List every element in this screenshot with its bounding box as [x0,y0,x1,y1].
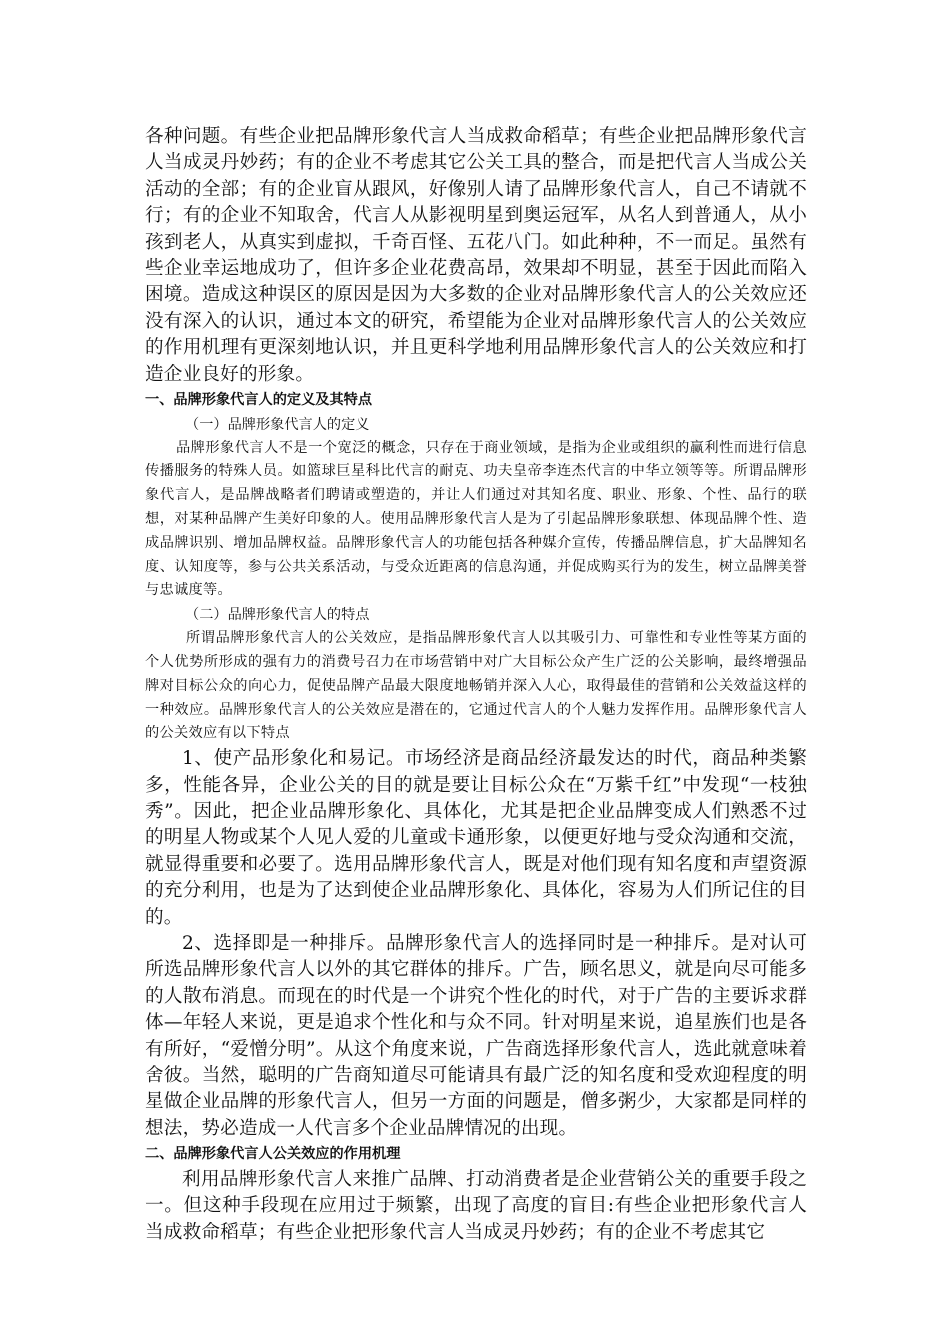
definition-paragraph: 品牌形象代言人不是一个宽泛的概念，只存在于商业领域，是指为企业或组织的赢利性而进行信息传播服务的特殊人员。如篮球巨星科比代言的耐克、功夫皇帝李连杰代言的中华立领等等。所谓品牌形象代言人，是品牌战略者们聘请或塑造的，并让人们通过对其知名度、职业、形象、个性、品行的联想，对某种品牌产生美好印象的人。使用品牌形象代言人是为了引起品牌形象联想、体现品牌个性、造成品牌识别、增加品牌权益。品牌形象代言人的功能包括各种媒介宣传，传播品牌信息，扩大品牌知名度、认知度等，参与公共关系活动，与受众近距离的信息沟通，并促成购买行为的发生，树立品牌美誉与忠诚度等。 [145,439,807,599]
document-page [145,124,807,1246]
point-1-paragraph: 1、使产品形象化和易记。市场经济是商品经济最发达的时代，商品种类繁多，性能各异，企业公关的目的就是要让目标公众在“万紫千红”中发现“一枝独秀”。因此，把企业品牌形象化、具体化，尤其是把企业品牌变成人们熟悉不过的明星人物或某个人见人爱的儿童或卡通形象，以便更好地与受众沟通和交流，就显得重要和必要了。选用品牌形象代言人，既是对他们现有知名度和声望资源的充分利用，也是为了达到使企业品牌形象化、具体化，容易为人们所记住的目的。 [145,748,807,928]
subsection-2-title: （二）品牌形象代言人的特点 [185,607,370,624]
section-1-heading: 一、品牌形象代言人的定义及其特点 [145,392,373,409]
point-2-paragraph: 2、选择即是一种排斥。品牌形象代言人的选择同时是一种排斥。是对认可所选品牌形象代言人以外的其它群体的排斥。广告，顾名思义，就是向尽可能多的人散布消息。而现在的时代是一个讲究个性化的时代，对于广告的主要诉求群体—年轻人来说，更是追求个性化和与众不同。针对明星来说，追星族们也是各有所好，“爱憎分明”。从这个角度来说，广告商选择形象代言人，选此就意味着舍彼。当然，聪明的广告商知道尽可能请具有最广泛的知名度和受欢迎程度的明星做企业品牌的形象代言人，但另一方面的问题是，僧多粥少，大家都是同样的想法，势必造成一人代言多个企业品牌情况的出现。 [145,932,807,1139]
features-paragraph: 所谓品牌形象代言人的公关效应，是指品牌形象代言人以其吸引力、可靠性和专业性等某方面的个人优势所形成的强有力的消费号召力在市场营销中对广大目标公众产生广泛的公关影响，最终增强品牌对目标公众的向心力，促使品牌产品最大限度地畅销并深入人心，取得最佳的营销和公关效益这样的一种效应。品牌形象代言人的公关效应是潜在的，它通过代言人的个人魅力发挥作用。品牌形象代言人的公关效应有以下特点 [145,630,807,742]
section-2-heading: 二、品牌形象代言人公关效应的作用机理 [145,1146,401,1163]
intro-paragraph: 各种问题。有些企业把品牌形象代言人当成救命稻草；有些企业把品牌形象代言人当成灵丹妙药；有的企业不考虑其它公关工具的整合，而是把代言人当成公关活动的全部；有的企业盲从跟风，好像别人请了品牌形象代言人，自己不请就不行；有的企业不知取舍，代言人从影视明星到奥运冠军，从名人到普通人，从小孩到老人，从真实到虚拟，千奇百怪、五花八门。如此种种，不一而足。虽然有些企业幸运地成功了，但许多企业花费高昂，效果却不明显，甚至于因此而陷入困境。造成这种误区的原因是因为大多数的企业对品牌形象代言人的公关效应还没有深入的认识，通过本文的研究，希望能为企业对品牌形象代言人的公关效应的作用机理有更深刻地认识，并且更科学地利用品牌形象代言人的公关效应和打造企业良好的形象。 [145,126,807,385]
subsection-1-title: （一）品牌形象代言人的定义 [185,416,370,433]
mechanism-paragraph: 利用品牌形象代言人来推广品牌、打动消费者是企业营销公关的重要手段之一。但这种手段现在应用过于频繁，出现了高度的盲目:有些企业把形象代言人当成救命稻草；有些企业把形象代言人当成灵丹妙药；有的企业不考虑其它 [145,1168,807,1243]
